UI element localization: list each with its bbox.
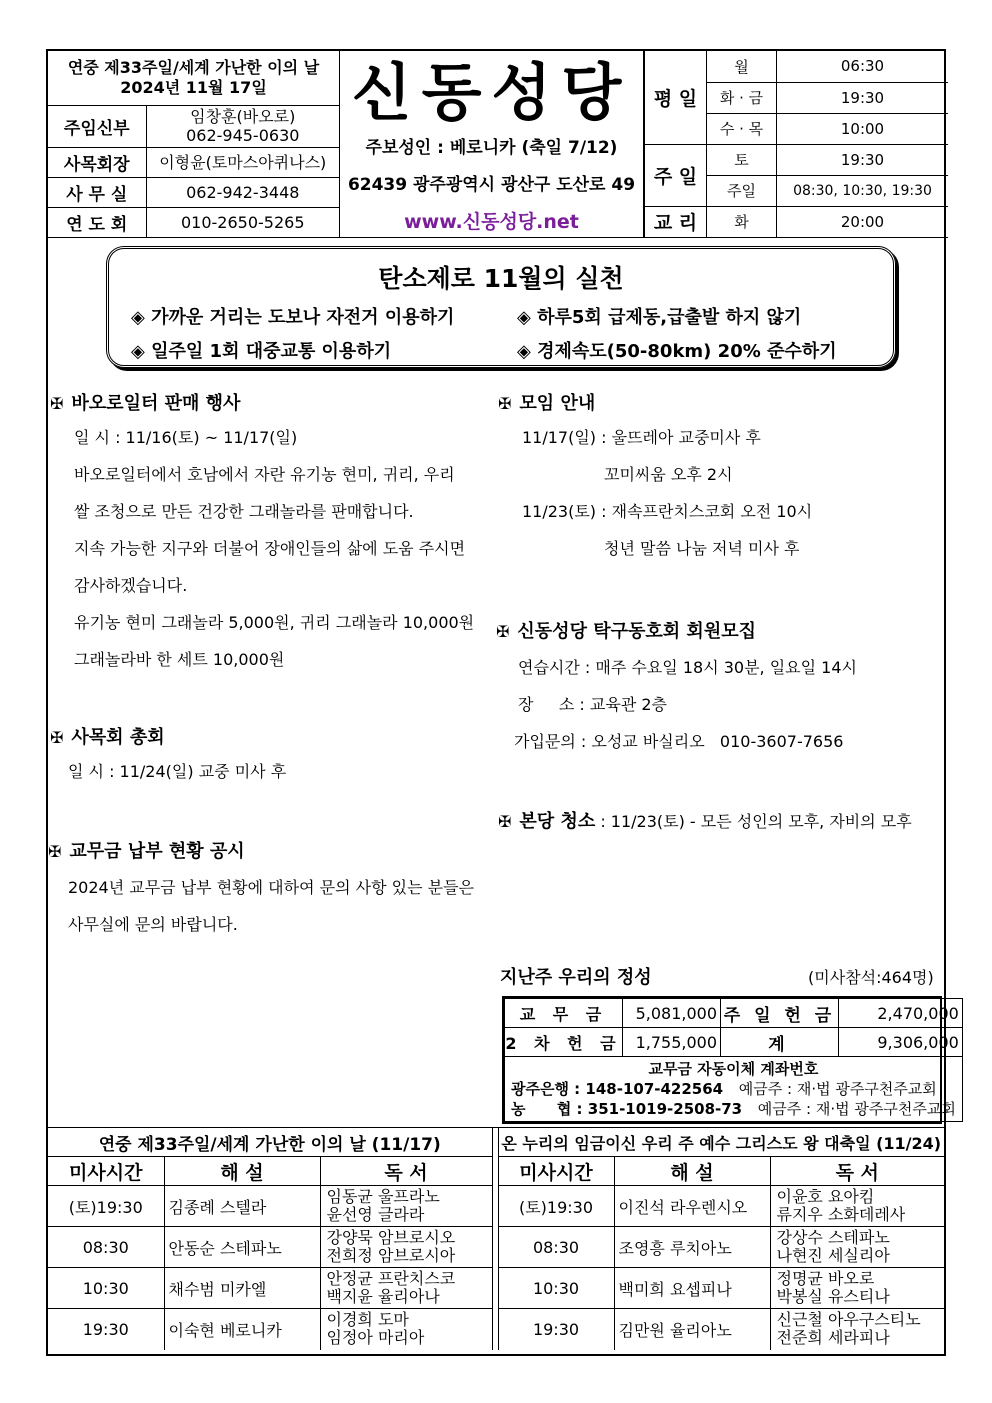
- cross-icon: ✠: [498, 812, 512, 831]
- office-phone: 062-942-3448: [146, 177, 340, 207]
- section-title: ✠ 교무금 납부 현황 공시: [48, 841, 245, 862]
- bank-account: 농 협 : 351-1019-2508-73: [511, 1100, 743, 1118]
- offering-value: 5,081,000: [623, 999, 721, 1028]
- schedule-day: 수 · 목: [707, 113, 777, 144]
- church-address: 62439 광주광역시 광산구 도산로 49: [347, 175, 636, 195]
- col-commentator: 해 설: [164, 1157, 320, 1186]
- council-value: 이형윤(토마스아퀴나스): [146, 147, 340, 177]
- schedule-day: 주일: [707, 175, 777, 206]
- carbon-item: ◈ 하루5회 급제동,급출발 하지 않기: [517, 307, 802, 328]
- council-label: 사목회장: [48, 147, 146, 177]
- association-phone: 010-2650-5265: [146, 207, 340, 237]
- schedule-time: 19:30: [777, 144, 949, 175]
- account-holder: 예금주 : 재·법 광주구천주교회: [738, 1080, 937, 1098]
- office-label: 사 무 실: [48, 177, 146, 207]
- cross-icon: ✠: [496, 622, 510, 641]
- cross-icon: ✠: [50, 394, 64, 413]
- section-title: ✠ 바오로일터 판매 행사: [50, 393, 241, 414]
- pastor-phone: 062-945-0630: [186, 126, 300, 145]
- association-label: 연 도 회: [48, 207, 146, 237]
- table-row: 19:30 이숙현 베로니카 이경희 도마 임정아 마리아 19:30 김만원 율리아노 신근철 아우구스티노 전준희 세라피나: [48, 1309, 944, 1350]
- section-title: ✠ 신동성당 탁구동호회 회원모집: [496, 621, 756, 642]
- offering-value: 1,755,000: [623, 1028, 721, 1057]
- mass-schedule: [644, 51, 948, 237]
- col-reader: 독 서: [320, 1157, 492, 1186]
- schedule-time: 20:00: [777, 206, 949, 237]
- offering-label: 교 무 금: [505, 999, 623, 1028]
- carbon-item: ◈ 일주일 1회 대중교통 이용하기: [131, 341, 392, 362]
- patron-saint: 주보성인 : 베로니카 (축일 7/12): [365, 138, 618, 158]
- church-name: 신동성당: [351, 56, 632, 129]
- schedule-time: 19:30: [777, 82, 949, 113]
- schedule-time: 10:00: [777, 113, 949, 144]
- weekday-label: 평 일: [645, 51, 707, 144]
- sunday-label: 주 일: [645, 144, 707, 206]
- pastor-value: [146, 105, 340, 147]
- header-info: [48, 51, 340, 237]
- section-title: ✠ 본당 청소 : 11/23(토) - 모든 성인의 모후, 자비의 모후: [498, 811, 912, 832]
- offering-table: [502, 996, 959, 1124]
- cross-icon: ✠: [50, 728, 64, 747]
- offering-value: 9,306,000: [839, 1028, 963, 1057]
- reader-schedule: [48, 1127, 944, 1350]
- schedule-day: 월: [707, 51, 777, 82]
- table-row: 10:30 채수범 미카엘 안정균 프란치스코 백지윤 율리아나 10:30 백미희 요셉피나 정명균 바오로 박봉실 유스티나: [48, 1268, 944, 1309]
- offering-title: 지난주 우리의 정성: [500, 967, 652, 988]
- week-title: 연중 제33주일/세계 가난한 이의 날: [67, 57, 320, 77]
- table-row: 08:30 안동순 스테파노 강양묵 암브로시오 전희정 암브로시아 08:30 조영흥 루치아노 강상수 스테파노 나현진 세실리아: [48, 1227, 944, 1268]
- account-title: 교무금 자동이체 계좌번호: [648, 1060, 819, 1078]
- pastor-name: 임창훈(바오로): [190, 107, 296, 126]
- col-mass-time: 미사시간: [498, 1157, 614, 1186]
- dues-notice-text: 2024년 교무금 납부 현황에 대하여 문의 사항 있는 분들은 사무실에 문의 바랍니다.: [68, 878, 474, 934]
- pastor-label: 주임신부: [48, 105, 146, 147]
- bulletin-date: 2024년 11월 17일: [120, 77, 267, 97]
- meeting-notice-text: 11/17(일) : 울뜨레아 교중미사 후 꼬미씨움 오후 2시 11/23(토) : 재속프란치스코회 오전 10시 청년 말씀 나눔 저녁 미사 후: [522, 428, 813, 558]
- section-title: ✠ 사목회 총회: [50, 727, 165, 748]
- bank-account: 광주은행 : 148-107-422564: [511, 1080, 724, 1098]
- council-meeting-text: 일 시 : 11/24(일) 교중 미사 후: [68, 762, 287, 781]
- account-holder: 예금주 : 재·법 광주구천주교회: [757, 1100, 956, 1118]
- carbon-box: [106, 246, 896, 368]
- table-row: (토)19:30 김종례 스텔라 임동균 울프라노 윤선영 글라라 (토)19:30 이진석 라우렌시오 이윤호 요아킴 류지우 소화데레사: [48, 1186, 944, 1227]
- pingpong-club-text: 연습시간 : 매주 수요일 18시 30분, 일요일 14시 장 소 : 교육관 2층 가입문의 : 오성교 바실리오 010-3607-7656: [514, 658, 857, 751]
- col-mass-time: 미사시간: [48, 1157, 164, 1186]
- offering-label: 주 일 헌 금: [721, 999, 839, 1028]
- attendance-count: (미사참석:464명): [808, 968, 934, 987]
- offering-label: 계: [721, 1028, 839, 1057]
- account-info: [505, 1057, 963, 1122]
- offering-label: 2 차 헌 금: [505, 1028, 623, 1057]
- schedule-day: 화: [707, 206, 777, 237]
- carbon-item: ◈ 경제속도(50-80km) 20% 준수하기: [517, 341, 837, 362]
- carbon-title: 탄소제로 11월의 실천: [378, 264, 624, 293]
- col-commentator: 해 설: [614, 1157, 770, 1186]
- cross-icon: ✠: [48, 842, 62, 861]
- offering-value: 2,470,000: [839, 999, 963, 1028]
- cross-icon: ✠: [498, 394, 512, 413]
- carbon-section: [48, 237, 948, 377]
- header-title-block: [340, 51, 644, 237]
- sale-event-text: 일 시 : 11/16(토) ~ 11/17(일) 바오로일터에서 호남에서 자란 유기농 현미, 귀리, 우리 쌀 조청으로 만든 건강한 그래놀라를 판매합니다. 지속 가능한 지구와 더불어 장애인들의 삶에 도움 주시면 감사하겠습니다. 유기농 현미 그래놀라 5,000원, 귀리 그래놀라 10,000원 그래놀라바 한 세트 10,000원: [74, 428, 475, 669]
- carbon-item: ◈ 가까운 거리는 도보나 자전거 이용하기: [131, 307, 455, 328]
- schedule-time: 06:30: [777, 51, 949, 82]
- catechism-label: 교 리: [645, 206, 707, 237]
- schedule-day: 토: [707, 144, 777, 175]
- schedule-day: 화 · 금: [707, 82, 777, 113]
- section-title: ✠ 모임 안내: [498, 393, 596, 414]
- right-reader-title: 온 누리의 임금이신 우리 주 예수 그리스도 왕 대축일 (11/24): [498, 1128, 944, 1157]
- bulletin-page: [46, 49, 959, 1356]
- schedule-time: 08:30, 10:30, 19:30: [777, 175, 949, 206]
- col-reader: 독 서: [770, 1157, 944, 1186]
- church-website-link[interactable]: www.신동성당.net: [404, 211, 579, 233]
- left-reader-title: 연중 제33주일/세계 가난한 이의 날 (11/17): [48, 1128, 492, 1157]
- week-title-cell: [48, 51, 340, 105]
